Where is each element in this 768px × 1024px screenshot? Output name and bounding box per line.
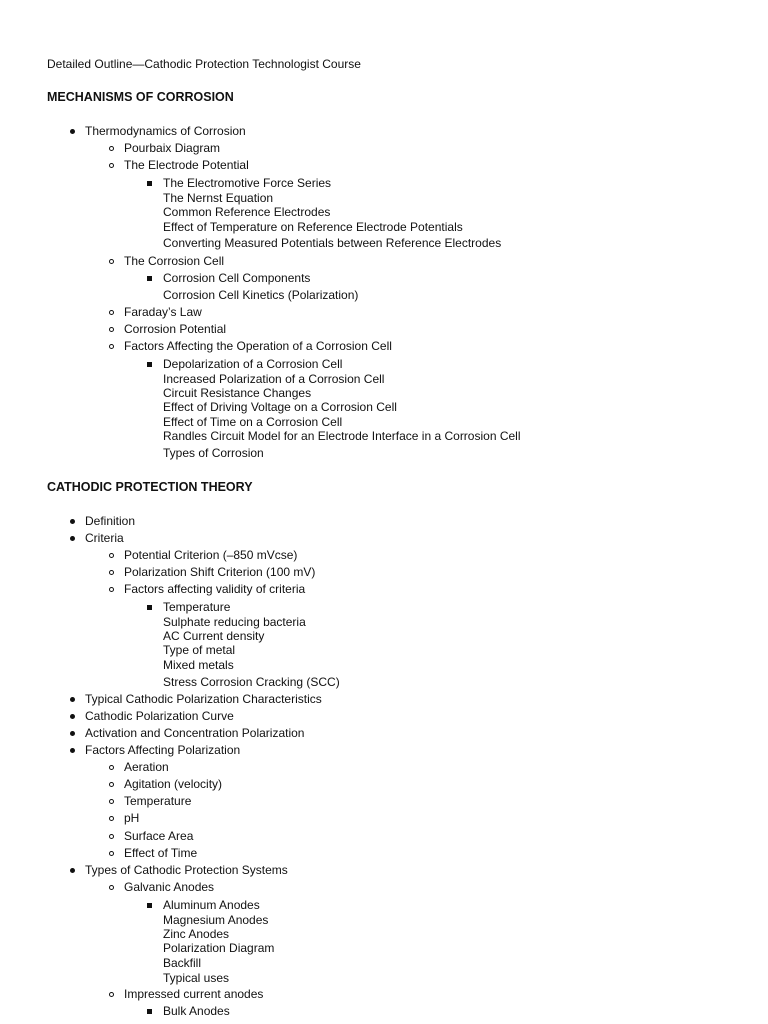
circle-bullet-icon xyxy=(109,344,114,349)
list-item: Galvanic Anodes xyxy=(124,880,215,894)
circle-bullet-icon xyxy=(109,782,114,787)
list-item: Types of Corrosion xyxy=(163,446,264,460)
list-item: Bulk Anodes xyxy=(163,1004,230,1018)
list-item: The Corrosion Cell xyxy=(124,254,225,268)
list-item: Potential Criterion (–850 mVcse) xyxy=(124,548,298,562)
list-item: Corrosion Potential xyxy=(124,322,227,336)
circle-bullet-icon xyxy=(109,327,114,332)
section-heading-mechanisms: MECHANISMS OF CORROSION xyxy=(47,90,234,104)
disc-bullet-icon xyxy=(70,519,75,524)
circle-bullet-icon xyxy=(109,992,114,997)
list-item: Magnesium Anodes xyxy=(163,913,269,927)
list-item: Polarization Diagram xyxy=(163,941,275,955)
list-item: Surface Area xyxy=(124,829,194,843)
list-item: Zinc Anodes xyxy=(163,927,230,941)
list-item: Impressed current anodes xyxy=(124,987,264,1001)
list-item: Backfill xyxy=(163,956,202,970)
list-item: Effect of Time on a Corrosion Cell xyxy=(163,415,343,429)
list-item: Effect of Temperature on Reference Electrode Potentials xyxy=(163,220,463,234)
list-item: Sulphate reducing bacteria xyxy=(163,615,306,629)
circle-bullet-icon xyxy=(109,146,114,151)
list-item: Temperature xyxy=(163,600,231,614)
list-item: Typical Cathodic Polarization Characteristics xyxy=(85,692,322,706)
list-item: Common Reference Electrodes xyxy=(163,205,331,219)
square-bullet-icon xyxy=(147,181,152,186)
circle-bullet-icon xyxy=(109,851,114,856)
disc-bullet-icon xyxy=(70,868,75,873)
list-item: Type of metal xyxy=(163,643,236,657)
list-item: Agitation (velocity) xyxy=(124,777,223,791)
circle-bullet-icon xyxy=(109,765,114,770)
list-item: Randles Circuit Model for an Electrode Interface in a Corrosion Cell xyxy=(163,429,521,443)
disc-bullet-icon xyxy=(70,714,75,719)
list-item: Aluminum Anodes xyxy=(163,898,260,912)
section-heading-cathodic-theory: CATHODIC PROTECTION THEORY xyxy=(47,480,253,494)
list-item: Polarization Shift Criterion (100 mV) xyxy=(124,565,316,579)
list-item: Depolarization of a Corrosion Cell xyxy=(163,357,343,371)
circle-bullet-icon xyxy=(109,885,114,890)
list-item: Corrosion Cell Components xyxy=(163,271,311,285)
circle-bullet-icon xyxy=(109,816,114,821)
list-item: Criteria xyxy=(85,531,124,545)
list-item: Types of Cathodic Protection Systems xyxy=(85,863,288,877)
list-item: Factors affecting validity of criteria xyxy=(124,582,306,596)
circle-bullet-icon xyxy=(109,163,114,168)
circle-bullet-icon xyxy=(109,570,114,575)
disc-bullet-icon xyxy=(70,129,75,134)
square-bullet-icon xyxy=(147,276,152,281)
circle-bullet-icon xyxy=(109,587,114,592)
list-item: Effect of Driving Voltage on a Corrosion Cell xyxy=(163,400,397,414)
square-bullet-icon xyxy=(147,1009,152,1014)
list-item: Stress Corrosion Cracking (SCC) xyxy=(163,675,340,689)
disc-bullet-icon xyxy=(70,697,75,702)
list-item: Mixed metals xyxy=(163,658,234,672)
list-item: Thermodynamics of Corrosion xyxy=(85,124,246,138)
list-item: Converting Measured Potentials between Reference Electrodes xyxy=(163,236,502,250)
disc-bullet-icon xyxy=(70,748,75,753)
circle-bullet-icon xyxy=(109,799,114,804)
list-item: Definition xyxy=(85,514,136,528)
list-item: Cathodic Polarization Curve xyxy=(85,709,234,723)
square-bullet-icon xyxy=(147,362,152,367)
list-item: Faraday’s Law xyxy=(124,305,202,319)
circle-bullet-icon xyxy=(109,310,114,315)
list-item: Activation and Concentration Polarization xyxy=(85,726,305,740)
list-item: The Electromotive Force Series xyxy=(163,176,332,190)
list-item: Factors Affecting Polarization xyxy=(85,743,241,757)
list-item: Circuit Resistance Changes xyxy=(163,386,312,400)
list-item: The Nernst Equation xyxy=(163,191,274,205)
circle-bullet-icon xyxy=(109,259,114,264)
list-item: Typical uses xyxy=(163,971,230,985)
square-bullet-icon xyxy=(147,605,152,610)
list-item: Increased Polarization of a Corrosion Cell xyxy=(163,372,385,386)
list-item: pH xyxy=(124,811,140,825)
list-item: Factors Affecting the Operation of a Corrosion Cell xyxy=(124,339,392,353)
document-title: Detailed Outline—Cathodic Protection Technologist Course xyxy=(47,57,361,71)
list-item: Pourbaix Diagram xyxy=(124,141,221,155)
list-item: Temperature xyxy=(124,794,192,808)
list-item: Effect of Time xyxy=(124,846,198,860)
square-bullet-icon xyxy=(147,903,152,908)
list-item: The Electrode Potential xyxy=(124,158,249,172)
circle-bullet-icon xyxy=(109,553,114,558)
disc-bullet-icon xyxy=(70,731,75,736)
circle-bullet-icon xyxy=(109,834,114,839)
disc-bullet-icon xyxy=(70,536,75,541)
list-item: Corrosion Cell Kinetics (Polarization) xyxy=(163,288,359,302)
list-item: Aeration xyxy=(124,760,169,774)
list-item: AC Current density xyxy=(163,629,265,643)
